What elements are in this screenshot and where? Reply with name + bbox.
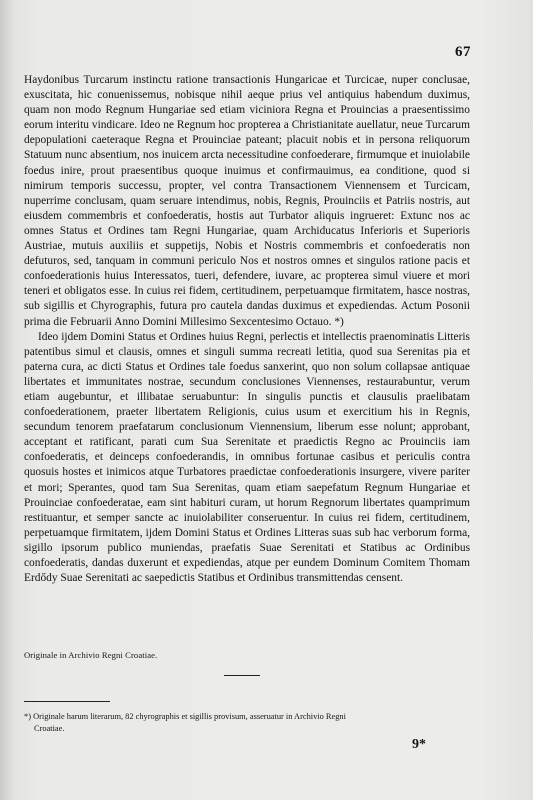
paragraph-2: Ideo ijdem Domini Status et Ordines huius Regni, perlectis et intellectis praenominatis Litteris patentibus simul et clausis, omnes et singuli summa recreati letitia, quod sua Serenitas pia et paterna cura, ac dicti Status et Ordines tale foedus sanxerint, quo non solum collapsae antiquae libertates et immunitates nostrae, secundum conclusiones Viennenses, restaurabuntur, verum etiam augebuntur, et illibatae seruabuntur: In singulis punctis et clausulis praelibatam confoederationem, praeter libertatem Religionis, cuius usum et exercitium his in Regnis, secundum tenorem praefatarum conclusionum Viennensium, liberum esse nolunt; approbant, acceptant et ratificant, parati cum Sua Serenitate et praedictis Regno ac Prouinciis iam confoederatis, et deinceps confoederandis, in omnibus fortunae casibus et periculis contra quosuis hostes et inimicos atque Turbatores praedictae confoederationis insurgere, vivere pariter et mori; Sperantes, quod tam Sua Serenitas, quam etiam saepefatum Regnum Hungariae et Prouinciae confoederatae, eam sint habituri curam, ut horum Regnorum libertates quamprimum restituantur, et semper sancte ac inuiolabiliter conseruentur. In cuius rei fidem, certitudinem, perpetuamque firmitatem, ijdem Domini Status et Ordines Litteras suas sub hac verborum forma, sigillo ipsorum publico muniendas, praefatis Suae Serenitati et Statibus ac Ordinibus confoederatis, dandas duxerunt et expediendas, atque per eundem Dominum Comitem Thomam Erdődy Suae Serenitati ac saepedictis Statibus et Ordinibus transmittendas censent. bbox=[24, 330, 470, 585]
footnote-line-2: Croatiae. bbox=[34, 723, 65, 733]
source-note: Originale in Archivio Regni Croatiae. bbox=[24, 650, 158, 660]
signature-mark: 9* bbox=[412, 737, 426, 752]
footnote-divider bbox=[24, 701, 110, 702]
paragraph-1: Haydonibus Turcarum instinctu ratione transactionis Hungaricae et Turcicae, nuper conclusae, exuscitata, hic conuenissemus, nobisque nihil aeque prius vel antiquius habendum duximus, quam non modo Regnum Hungariae sed etiam viciniora Regna et Prouincias a praesentissimo eorum interitu vindicare. Ideo ne Regnum hoc propterea a Christianitate auellatur, neue Turcarum depopulationi caeteraque Regna et Prouinciae pateant; placuit nobis et in persona reliquorum Statuum nunc absentium, nos inuicem arcta necessitudine confoederare, firmumque et inuiolabile foedus inire, prout praesentibus quoque inuimus et confirmauimus, ea conditione, quod si nimirum temporis successu, propter, vel contra Transactionem Viennensem et Turcicam, nuperrime conclusam, quam seruare intendimus, nobis, Regnis, Prouinciis et Patriis nostris, aut eiusdem commembris et confoederatis, hostis aut Turbator aliquis ingrueret: Extunc nos ac omnes Status et Ordines tam Regni Hungariae, quam Archiducatus Inferioris et Superioris Austriae, mutuis auxiliis et suppetijs, Nobis et Nostris commembris et confoederatis non defuturos, sed, tanquam in communi periculo Nos et nostros omnes et singulos ratione pacis et confoederationis huius Interessatos, tueri, defendere, iuvare, ac propterea simul viuere et mori teneri et obligatos esse. In cuius rei fidem, certitudinem, perpetuamque firmitatem, hasce nostras, sub sigillis et Chyrographis, futura pro cautela dandas duximus et expediendas. Actum Posonii prima die Februarii Anno Domini Millesimo Sexcentesimo Octauo. *) bbox=[24, 74, 470, 328]
section-divider bbox=[224, 675, 260, 676]
main-text bbox=[24, 73, 470, 586]
page-number: 67 bbox=[455, 44, 471, 60]
footnote bbox=[24, 711, 468, 734]
footnote-line-1: *) Originale harum literarum, 82 chyrographis et sigillis provisum, asseruatur in Archivio Regni bbox=[24, 712, 346, 721]
